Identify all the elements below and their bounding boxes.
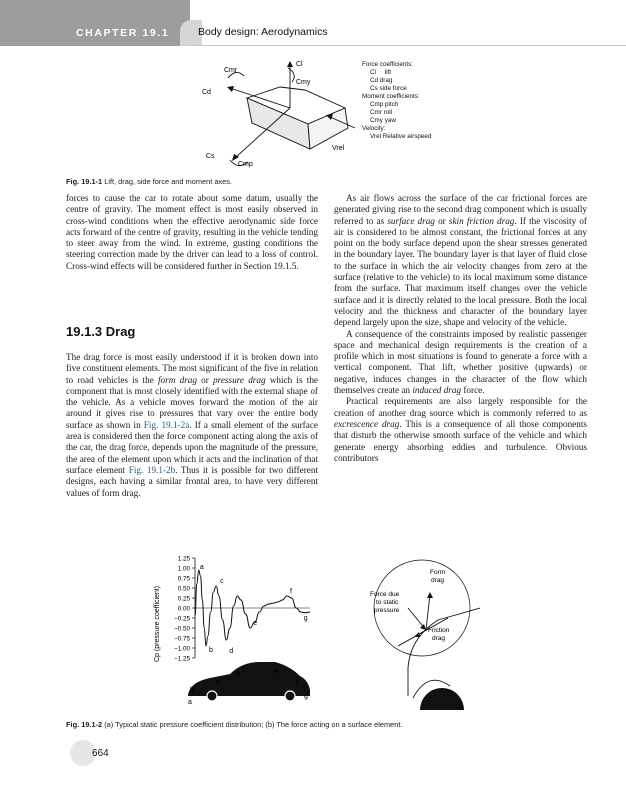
label-cmp: Cmp bbox=[238, 161, 253, 168]
curve-point-label: a bbox=[199, 563, 204, 571]
fig2-caption bbox=[66, 720, 402, 729]
label-cmr: Cmr bbox=[224, 67, 238, 74]
y-tick-label: −0.50 bbox=[174, 625, 190, 633]
fig-link[interactable]: Fig. 19.1-2b bbox=[128, 464, 176, 475]
y-tick-label: 0.25 bbox=[177, 595, 190, 603]
legend-line: Force coefficients: bbox=[362, 61, 413, 68]
left-column-bottom bbox=[66, 352, 318, 499]
fig1-legend bbox=[362, 61, 432, 140]
y-tick-label: −0.25 bbox=[174, 615, 190, 623]
y-tick-label: −1.00 bbox=[174, 645, 190, 653]
section-heading: 19.1.3 Drag bbox=[66, 324, 136, 339]
force-due-label: to static bbox=[376, 599, 399, 606]
curve-point-label: b bbox=[209, 647, 213, 654]
curve-point-label: e bbox=[253, 619, 258, 627]
car-point-f: f bbox=[296, 679, 298, 686]
chapter-title: Body design: Aerodynamics bbox=[198, 26, 328, 38]
form-drag-arrow bbox=[426, 594, 430, 630]
y-tick-label: 0.50 bbox=[177, 585, 190, 593]
force-due-label: pressure bbox=[374, 607, 400, 614]
friction-label: drag bbox=[432, 635, 446, 642]
y-tick-label: 0.75 bbox=[177, 575, 190, 583]
header-rule bbox=[190, 45, 626, 46]
label-cs: Cs bbox=[206, 153, 215, 160]
car-silhouette bbox=[188, 662, 310, 706]
paragraph: forces to cause the car to rotate about some datum, usually the centre of gravity. The moment effect is most easily observed in cross-wind conditions when the effective aerodynamic side force acts forward of the centre of gravity, resulting in the vehicle tending to steer away from the wind. In extreme, gusting conditions the steering correction made by the driver can lead to a loss of control. Cross-wind effects will be considered further in Section 19.1.5. bbox=[66, 193, 318, 271]
y-ticks bbox=[174, 555, 195, 662]
legend-line: Cd drag bbox=[370, 77, 393, 84]
y-tick-label: 0.00 bbox=[177, 605, 190, 613]
y-tick-label: −0.75 bbox=[174, 635, 190, 643]
car-point-b: b bbox=[190, 687, 194, 694]
legend-line: Velocity: bbox=[362, 125, 386, 132]
page-number: 664 bbox=[92, 748, 109, 759]
car-point-e: e bbox=[274, 669, 278, 676]
paragraph: A consequence of the constraints imposed by realistic passenger space and mechanical design requirements is the creation of a profile which in most situations is found to generate a force with a vertical component. That lift, whether positive (upwards) or negative, induces changes in the character of the flow which themselves create an induced drag force. bbox=[334, 328, 587, 396]
car-point-g: g bbox=[304, 693, 308, 700]
fig2-caption-text: (a) Typical static pressure coefficient distribution; (b) The force acting on a surface element. bbox=[104, 720, 403, 729]
legend-line: Cmr roll bbox=[370, 109, 393, 116]
curve-annotations bbox=[200, 564, 308, 655]
fig2-caption-label: Fig. 19.1-2 bbox=[66, 720, 103, 729]
y-tick-label: −1.25 bbox=[174, 655, 190, 663]
label-cl: Cl bbox=[296, 61, 303, 68]
running-header bbox=[0, 0, 626, 46]
curve-point-label: d bbox=[229, 647, 234, 655]
curve-point-label: f bbox=[290, 588, 292, 596]
y-tick-label: 1.00 bbox=[177, 565, 190, 573]
legend-line: Moment coefficients: bbox=[362, 93, 420, 100]
y-tick-label: 1.25 bbox=[177, 555, 190, 563]
figure-19-1-1 bbox=[180, 56, 480, 172]
form-drag-label: drag bbox=[431, 577, 445, 584]
pressure-coefficient-chart bbox=[150, 550, 320, 716]
car-point-d: d bbox=[236, 671, 240, 678]
wheel bbox=[420, 688, 464, 710]
surface-element-diagram bbox=[368, 558, 480, 710]
curve-point-label: c bbox=[220, 578, 224, 586]
legend-line: Vrel Relative airspeed bbox=[370, 133, 432, 140]
paragraph: Practical requirements are also largely responsible for the creation of another drag source which is commonly referred to as excrescence drag. This is a consequence of all those components that disturb the otherwise smooth surface of the vehicle and which generate energy absorbing eddies and turbulence. Obvious contributors bbox=[334, 396, 588, 463]
legend-line: Cmp pitch bbox=[370, 101, 399, 108]
car-point-a: a bbox=[188, 699, 192, 706]
chapter-bar bbox=[0, 0, 190, 46]
y-axis-label: Cp (pressure coefficient) bbox=[154, 585, 161, 662]
paragraph: As air flows across the surface of the car frictional forces are generated giving rise to the second drag component which is usually referred to as surface drag or skin friction drag. If the viscosity of air is considered to be almost constant, the frictional forces at any point on the body surface depend upon the shear stresses generated in the boundary layer. The boundary layer is that layer of fluid close to the surface in which the air velocity changes from zero at the surface (relative to the vehicle) to its local maximum some distance from the surface. That maximum itself changes over the vehicle surface and it is directly related to the local pressure. Both the local velocity and the thickness and character of the boundary layer depend largely upon the size, shape and velocity of the vehicle. bbox=[334, 193, 587, 328]
chapter-label: CHAPTER 19.1 bbox=[76, 27, 170, 39]
paragraph: The drag force is most easily understood if it is broken down into five constituent elements. The most significant of the five in relation to road vehicles is the form drag or pressure drag which is the component that is most closely identified with the external shape of the vehicle. As a vehicle moves forward the motion of the air around it gives rise to pressures that vary over the entire body surface as shown in Fig. 19.1-2a. If a small element of the surface area is considered then the force component acting along the axis of the car, the drag force, depends upon the magnitude of the pressure, the area of the element upon which it acts and the inclination of that surface element Fig. 19.1-2b. Thus it is possible for two different designs, each having a similar frontal area, to have very different values of form drag. bbox=[66, 352, 318, 498]
left-column-top bbox=[66, 193, 318, 272]
cmy-arc bbox=[288, 68, 294, 82]
friction-label: Friction bbox=[428, 627, 450, 634]
fig1-caption-label: Fig. 19.1-1 bbox=[66, 177, 103, 186]
label-cmy: Cmy bbox=[296, 79, 311, 86]
fig-link[interactable]: Fig. 19.1-2a bbox=[143, 419, 190, 430]
fig1-caption bbox=[66, 177, 232, 186]
label-vrel: Vrel bbox=[332, 145, 345, 152]
curve-point-label: g bbox=[303, 615, 308, 622]
car-point-c: c bbox=[216, 679, 220, 686]
legend-line: Cmy yaw bbox=[370, 117, 396, 124]
legend-line: Cs side force bbox=[370, 85, 407, 92]
force-due-label: Force due bbox=[370, 591, 400, 598]
legend-line: Cl lift bbox=[370, 69, 391, 76]
fig1-caption-text: Lift, drag, side force and moment axes. bbox=[104, 177, 232, 186]
right-column bbox=[334, 193, 587, 464]
form-drag-label: Form bbox=[430, 569, 446, 576]
label-cd: Cd bbox=[202, 89, 211, 96]
